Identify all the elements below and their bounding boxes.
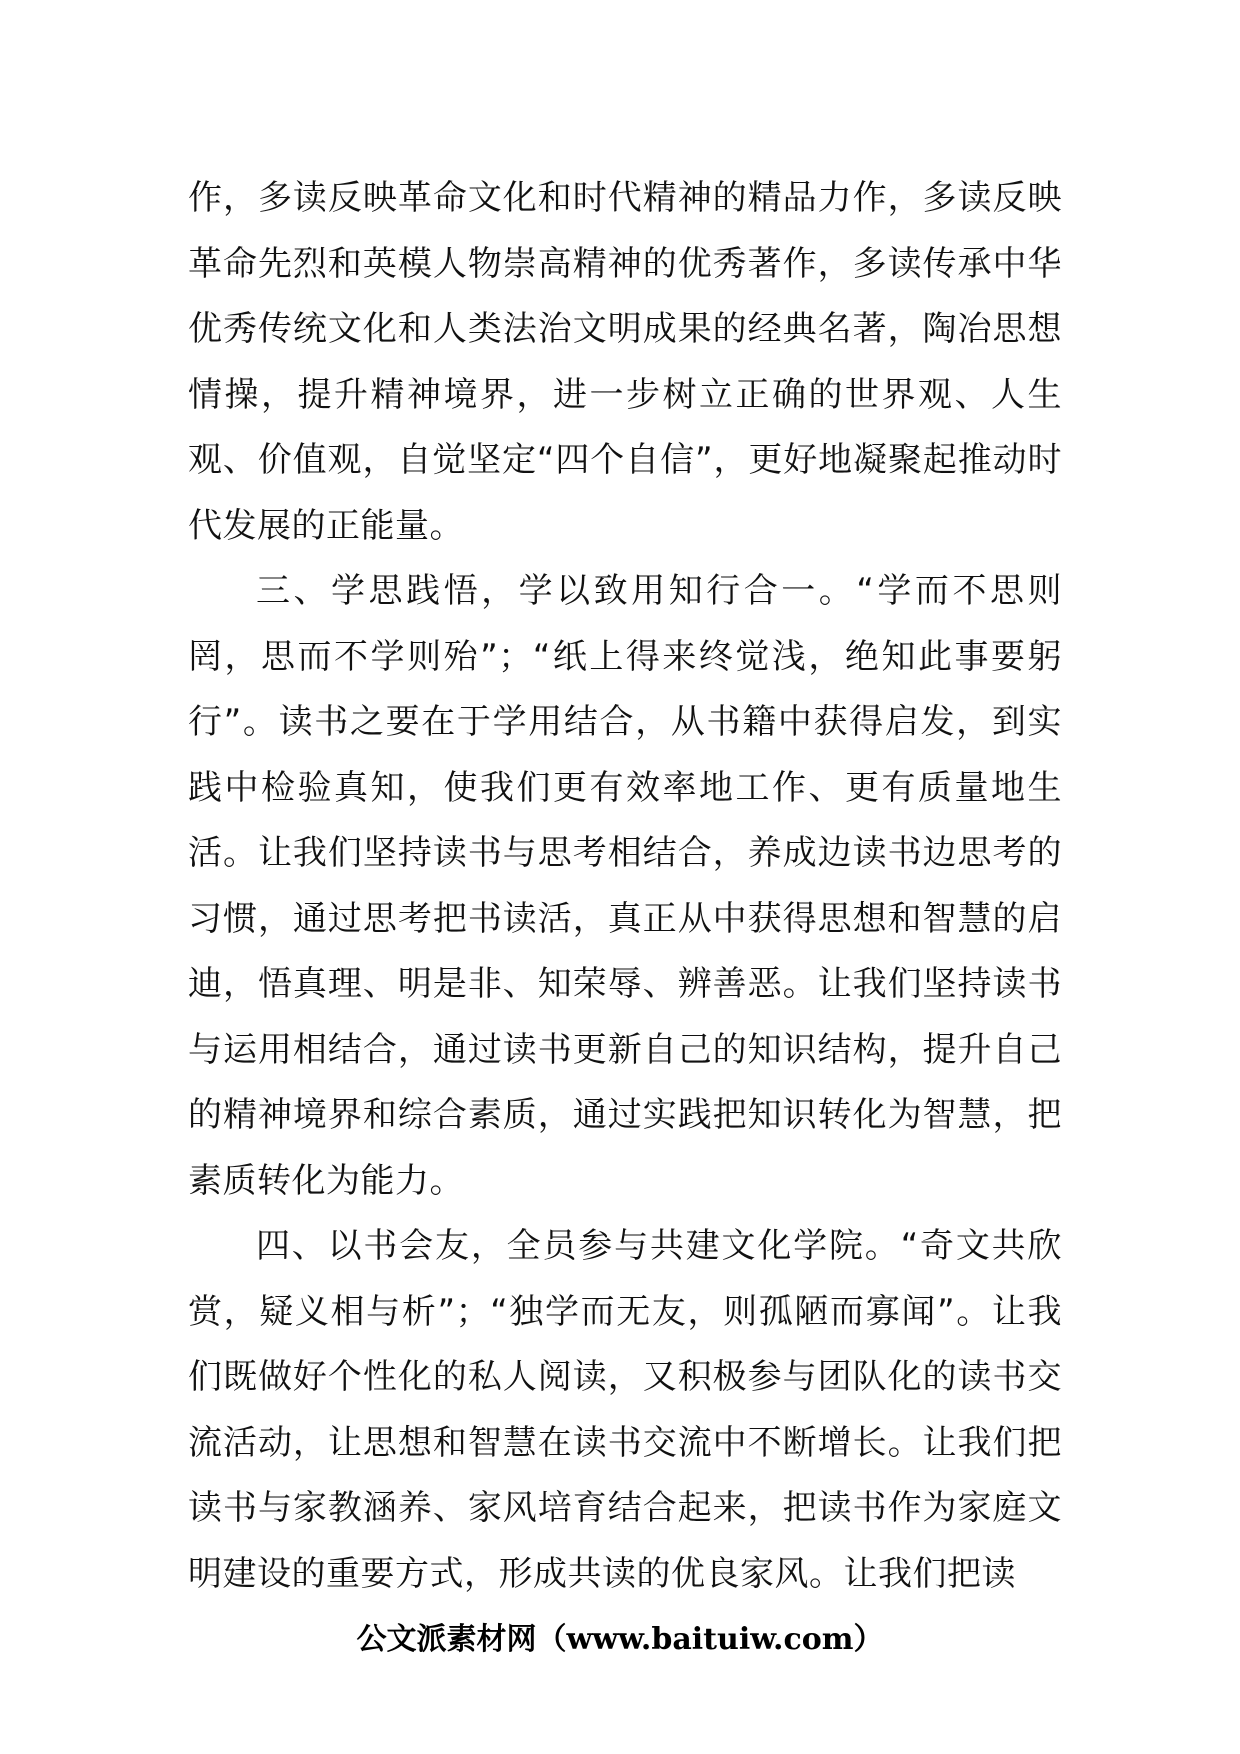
paragraph-section-three: 三、学思践悟，学以致用知行合一。“学而不思则罔，思而不学则殆”；“纸上得来终觉浅，绝知此事要躬行”。读书之要在于学用结合，从书籍中获得启发，到实践中检验真知，使我们更有效率地工作、更有质量地生活。让我们坚持读书与思考相结合，养成边读书边思考的习惯，通过思考把书读活，真正从中获得思想和智慧的启迪，悟真理、明是非、知荣辱、辨善恶。让我们坚持读书与运用相结合，通过读书更新自己的知识结构，提升自己的精神境界和综合素质，通过实践把知识转化为智慧，把素质转化为能力。 [188, 571, 1062, 1201]
document-body [188, 166, 1062, 1607]
footer-watermark: 公文派素材网（www.baituiw.com） [356, 1622, 884, 1657]
paragraph-continuation: 作，多读反映革命文化和时代精神的精品力作，多读反映革命先烈和英模人物崇高精神的优秀著作，多读传承中华优秀传统文化和人类法治文明成果的经典名著，陶冶思想情操，提升精神境界，进一步树立正确的世界观、人生观、价值观，自觉坚定“四个自信”，更好地凝聚起推动时代发展的正能量。 [188, 178, 1062, 546]
paragraph-section-four: 四、以书会友，全员参与共建文化学院。“奇文共欣赏，疑义相与析”；“独学而无友，则孤陋而寡闻”。让我们既做好个性化的私人阅读，又积极参与团队化的读书交流活动，让思想和智慧在读书交流中不断增长。让我们把读书与家教涵养、家风培育结合起来，把读书作为家庭文明建设的重要方式，形成共读的优良家风。让我们把读 [188, 1226, 1062, 1594]
